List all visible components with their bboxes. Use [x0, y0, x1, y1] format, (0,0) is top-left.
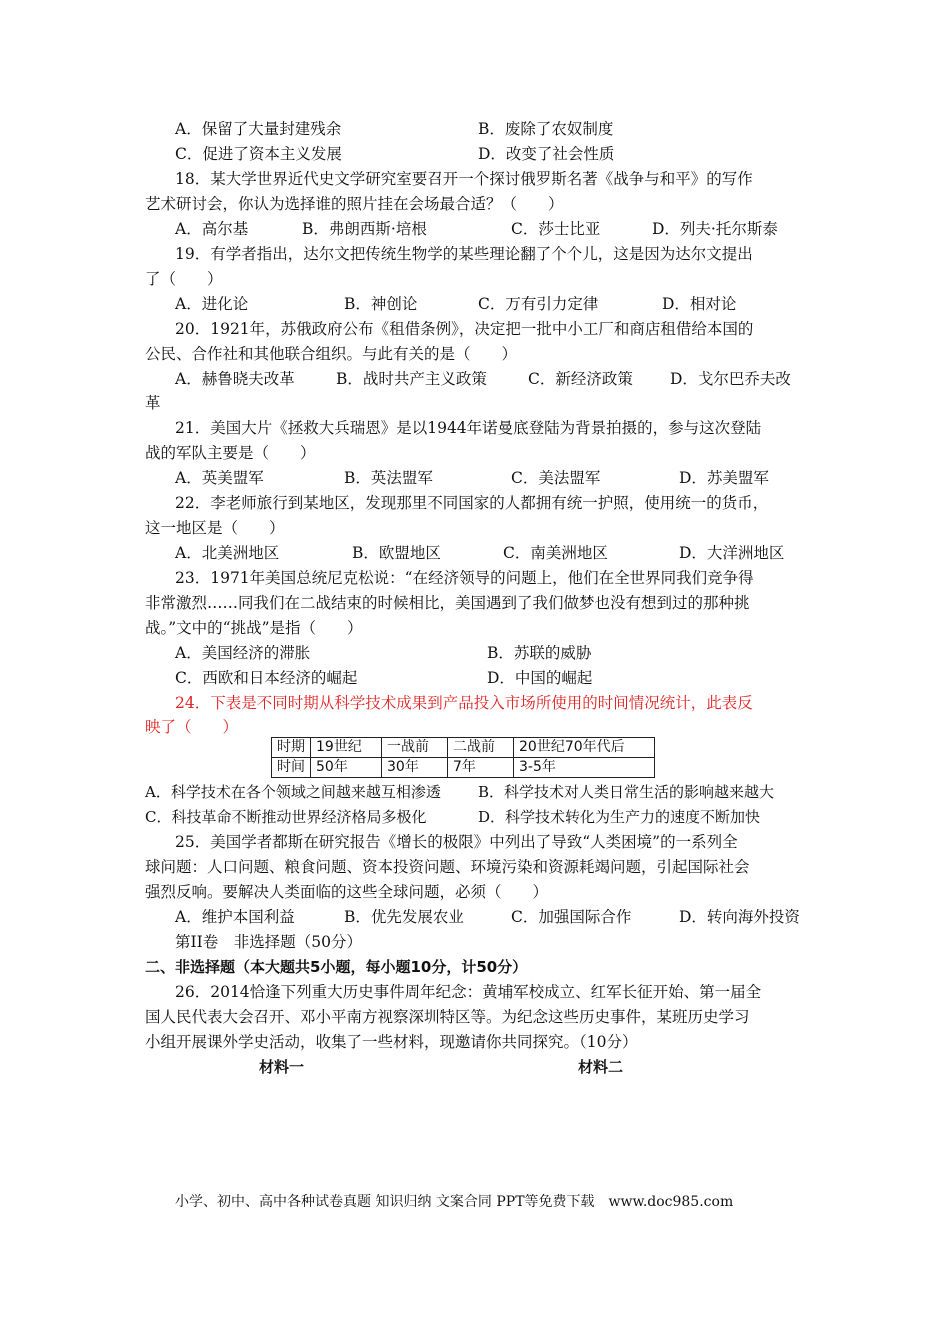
q25-option-c: C．加强国际合作 [511, 908, 632, 926]
q23-option-d: D．中国的崛起 [487, 669, 593, 687]
section2-heading: 二、非选择题（本大题共5小题，每小题10分，计50分） [145, 958, 528, 976]
q18-option-b: B．弗朗西斯·培根 [302, 220, 427, 238]
q20-option-a: A．赫鲁晓夫改革 [175, 370, 295, 388]
table-cell: 二战前 [448, 738, 514, 758]
table-cell: 19世纪 [311, 738, 382, 758]
table-row [272, 738, 655, 758]
table-cell: 时间 [272, 758, 311, 778]
part2-title: 第II卷 非选择题（50分） [175, 933, 362, 951]
q20-stem-line1: 20．1921年，苏俄政府公布《租借条例》，决定把一批中小工厂和商店租借给本国的 [175, 320, 754, 338]
material1-label: 材料一 [259, 1058, 305, 1076]
page-footer: 小学、初中、高中各种试卷真题 知识归纳 文案合同 PPT等免费下载 www.doc985.com [175, 1194, 734, 1210]
q17-option-c: C．促进了资本主义发展 [175, 145, 342, 163]
q18-option-c: C．莎士比亚 [511, 220, 601, 238]
q20-option-d: D．戈尔巴乔夫改 [670, 370, 791, 388]
q26-stem-line2: 国人民代表大会召开、邓小平南方视察深圳特区等。为纪念这些历史事件，某班历史学习 [145, 1008, 750, 1026]
q24-stem-line1: 24．下表是不同时期从科学技术成果到产品投入市场所使用的时间情况统计，此表反 [175, 694, 753, 712]
q22-option-a: A．北美洲地区 [175, 544, 280, 562]
q22-option-c: C．南美洲地区 [503, 544, 608, 562]
q17-option-b: B．废除了农奴制度 [478, 120, 614, 138]
q18-option-d: D．列夫·托尔斯泰 [652, 220, 778, 238]
q26-stem-line3: 小组开展课外学史活动，收集了一些材料，现邀请你共同探究。（10分） [145, 1033, 638, 1051]
q23-option-c: C．西欧和日本经济的崛起 [175, 669, 358, 687]
q23-option-b: B．苏联的威胁 [487, 644, 592, 662]
q22-stem-line1: 22．李老师旅行到某地区，发现那里不同国家的人都拥有统一护照，使用统一的货币， [175, 494, 769, 512]
q19-option-c: C．万有引力定律 [478, 295, 599, 313]
table-cell: 3-5年 [514, 758, 655, 778]
q19-option-b: B．神创论 [344, 295, 418, 313]
table-cell: 时期 [272, 738, 311, 758]
q21-stem-line1: 21．美国大片《拯救大兵瑞恩》是以1944年诺曼底登陆为背景拍摄的，参与这次登陆 [175, 419, 762, 437]
table-cell: 20世纪70年代后 [514, 738, 655, 758]
table-cell: 30年 [382, 758, 448, 778]
q25-stem-line1: 25．美国学者都斯在研究报告《增长的极限》中列出了导致“人类困境”的一系列全 [175, 833, 738, 851]
q20-option-c: C．新经济政策 [528, 370, 633, 388]
q25-option-d: D．转向海外投资 [679, 908, 800, 926]
q19-option-d: D．相对论 [662, 295, 737, 313]
material2-label: 材料二 [578, 1058, 624, 1076]
q25-option-b: B．优先发展农业 [344, 908, 464, 926]
q18-stem-line1: 18．某大学世界近代史文学研究室要召开一个探讨俄罗斯名著《战争与和平》的写作 [175, 170, 753, 188]
q21-option-c: C．美法盟军 [511, 469, 601, 487]
q22-stem-line2: 这一地区是（ ） [145, 519, 285, 537]
q18-stem-line2: 艺术研讨会，你认为选择谁的照片挂在会场最合适？（ ） [145, 195, 564, 213]
table-row [272, 758, 655, 778]
q22-option-b: B．欧盟地区 [352, 544, 441, 562]
q24-option-a: A．科学技术在各个领域之间越来越互相渗透 [145, 783, 441, 801]
q25-stem-line3: 强烈反响。要解决人类面临的这些全球问题，必须（ ） [145, 883, 549, 901]
q24-time-table [271, 737, 655, 778]
q19-stem-line2: 了（ ） [145, 270, 223, 288]
q26-stem-line1: 26．2014恰逢下列重大历史事件周年纪念：黄埔军校成立、红军长征开始、第一届全 [175, 983, 762, 1001]
q24-stem-line2: 映了（ ） [145, 718, 239, 736]
q25-option-a: A．维护本国利益 [175, 908, 295, 926]
q24-option-d: D．科学技术转化为生产力的速度不断加快 [478, 808, 761, 826]
q21-option-b: B．英法盟军 [344, 469, 433, 487]
q23-stem-line3: 战。”文中的“挑战”是指（ ） [145, 619, 363, 637]
q17-option-d: D．改变了社会性质 [478, 145, 615, 163]
q23-option-a: A．美国经济的滞胀 [175, 644, 311, 662]
q24-option-c: C．科技革命不断推动世界经济格局多极化 [145, 808, 427, 826]
table-cell: 一战前 [382, 738, 448, 758]
q18-option-a: A．高尔基 [175, 220, 249, 238]
q24-option-b: B．科学技术对人类日常生活的影响越来越大 [478, 783, 775, 801]
table-cell: 50年 [311, 758, 382, 778]
q23-stem-line2: 非常激烈……同我们在二战结束的时候相比，美国遇到了我们做梦也没有想到过的那种挑 [145, 594, 750, 612]
q21-stem-line2: 战的军队主要是（ ） [145, 444, 316, 462]
q22-option-d: D．大洋洲地区 [679, 544, 785, 562]
q20-stem-line2: 公民、合作社和其他联合组织。与此有关的是（ ） [145, 345, 518, 363]
q23-stem-line1: 23．1971年美国总统尼克松说：“在经济领导的问题上，他们在全世界同我们竞争得 [175, 569, 754, 587]
q20-option-b: B．战时共产主义政策 [336, 370, 487, 388]
q20-option-d-continued: 革 [145, 394, 161, 412]
q25-stem-line2: 球问题：人口问题、粮食问题、资本投资问题、环境污染和资源耗竭问题，引起国际社会 [145, 858, 750, 876]
q21-option-d: D．苏美盟军 [679, 469, 769, 487]
q17-option-a: A．保留了大量封建残余 [175, 120, 342, 138]
q19-option-a: A．进化论 [175, 295, 249, 313]
q19-stem-line1: 19．有学者指出，达尔文把传统生物学的某些理论翻了个个儿，这是因为达尔文提出 [175, 245, 753, 263]
table-cell: 7年 [448, 758, 514, 778]
q21-option-a: A．英美盟军 [175, 469, 264, 487]
